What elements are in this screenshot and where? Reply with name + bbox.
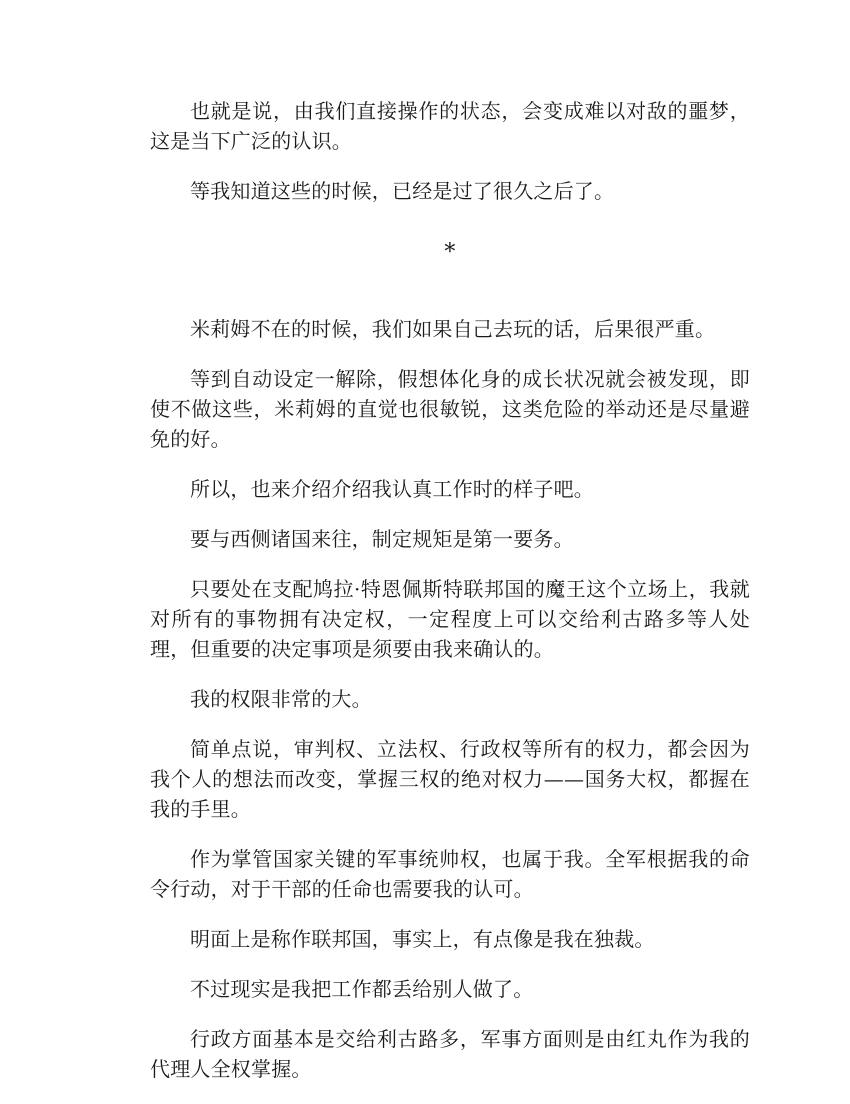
- paragraph: 米莉姆不在的时候，我们如果自己去玩的话，后果很严重。: [190, 317, 716, 341]
- paragraph: 简单点说，审判权、立法权、行政权等所有的权力，都会因为我个人的想法而改变，掌握三权的绝对权力——国务大权，都握在我的手里。: [150, 737, 750, 821]
- paragraph: 明面上是称作联邦国，事实上，有点像是我在独裁。: [190, 927, 655, 951]
- paragraph: 等到自动设定一解除，假想体化身的成长状况就会被发现，即使不做这些，米莉姆的直觉也很敏锐，这类危险的举动还是尽量避免的好。: [150, 367, 750, 451]
- paragraph: 不过现实是我把工作都丢给别人做了。: [190, 977, 534, 1001]
- paragraph: 要与西侧诸国来往，制定规矩是第一要务。: [190, 527, 574, 551]
- paragraph: 等我知道这些的时候，已经是过了很久之后了。: [190, 179, 615, 203]
- paragraph: 我的权限非常的大。: [190, 687, 372, 711]
- document-body: [150, 96, 750, 1104]
- paragraph: 所以，也来介绍介绍我认真工作时的样子吧。: [190, 477, 594, 501]
- paragraph: 也就是说，由我们直接操作的状态，会变成难以对敌的噩梦，这是当下广泛的认识。: [150, 99, 750, 153]
- section-separator: *: [444, 240, 456, 265]
- paragraph: 只要处在支配鸠拉·特恩佩斯特联邦国的魔王这个立场上，我就对所有的事物拥有决定权，一定程度上可以交给利古路多等人处理，但重要的决定事项是须要由我来确认的。: [150, 577, 750, 661]
- paragraph: 行政方面基本是交给利古路多，军事方面则是由红丸作为我的代理人全权掌握。: [150, 1027, 750, 1081]
- paragraph: 作为掌管国家关键的军事统帅权，也属于我。全军根据我的命令行动，对于干部的任命也需要我的认可。: [150, 847, 750, 901]
